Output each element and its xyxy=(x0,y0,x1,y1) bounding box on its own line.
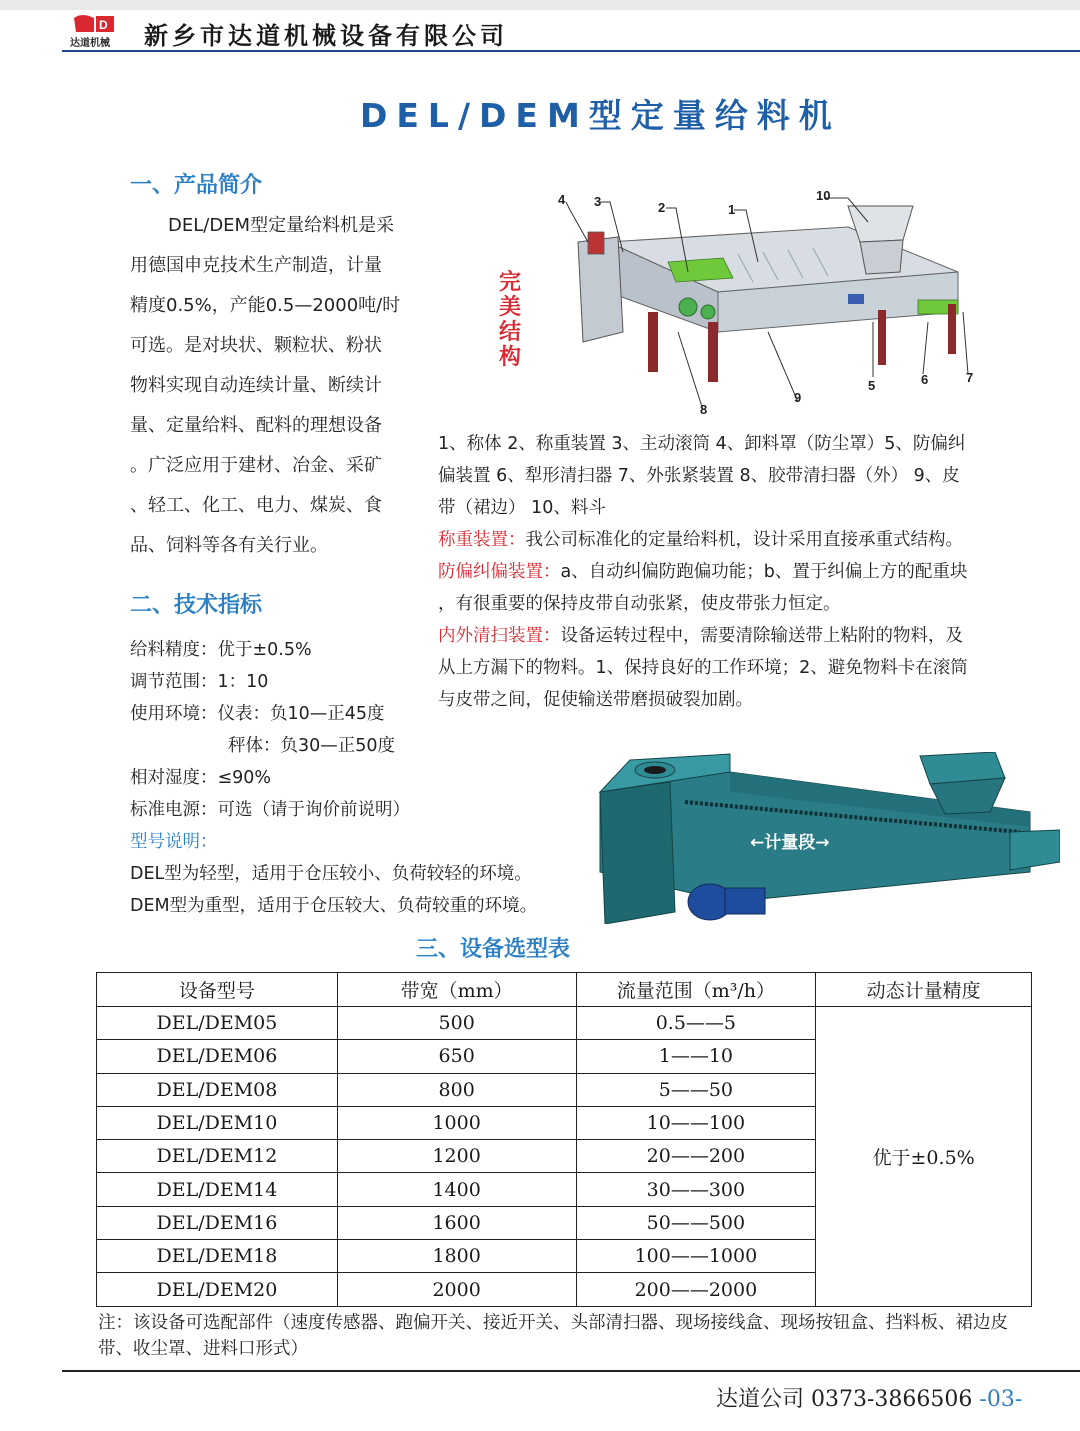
logo-text: 达道机械 xyxy=(70,38,110,49)
table-row: DEL/DEM10 1000 10——100 xyxy=(97,1106,1032,1139)
svg-text:6: 6 xyxy=(921,372,929,387)
structure-diagram xyxy=(548,182,1018,422)
column-header-accuracy: 动态计量精度 xyxy=(816,973,1032,1007)
svg-text:9: 9 xyxy=(794,390,802,405)
section-heading-intro: 一、产品简介 xyxy=(130,173,263,198)
column-header-model: 设备型号 xyxy=(97,973,338,1007)
table-row: DEL/DEM18 1800 100——1000 xyxy=(97,1240,1032,1273)
section-heading-selection: 三、设备选型表 xyxy=(416,937,571,962)
table-row: DEL/DEM08 800 5——50 xyxy=(97,1073,1032,1106)
tech-specs: 给料精度：优于±0.5% 调节范围：1：10 使用环境：仪表：负10—正45度 秤体：负30—正50度 相对湿度：≤90% 标准电源：可选（请于询价前说明） 型号说明： DEL型为轻型，适用于仓压较小、负荷较轻的环境。 DEM型为重型，适用于仓压较大、负荷较重的环境。 xyxy=(130,640,538,916)
feature-deviation: 防偏纠偏装置：a、自动纠偏防跑偏功能；b、置于纠偏上方的配重块 ，有很重要的保持皮带自动张紧，使皮带张力恒定。 xyxy=(438,562,968,614)
section-heading-specs: 二、技术指标 xyxy=(130,593,263,618)
page-number: -03- xyxy=(979,1387,1023,1412)
product-intro: DEL/DEM型定量给料机是采 用德国申克技术生产制造，计量 精度0.5%，产能0.5—2000吨/时 可选。是对块状、颗粒状、粉状 物料实现自动连续计量、断续计 量、定量给料、配料的理想设备 。广泛应用于建材、冶金、采矿 、轻工、化工、电力、煤炭、食 品、饲料等各有关行业。 xyxy=(130,215,401,556)
accuracy-cell: 优于±0.5% xyxy=(816,1007,1032,1307)
table-row: DEL/DEM16 1600 50——500 xyxy=(97,1206,1032,1239)
footer xyxy=(716,1382,1022,1413)
top-strip xyxy=(0,0,1080,10)
model-heading: 型号说明： xyxy=(130,832,218,852)
feature-cleaning: 内外清扫装置：设备运转过程中，需要清除输送带上粘附的物料，及 从上方漏下的物料。1、保持良好的工作环境；2、避免物料卡在滚筒 与皮带之间，促使输送带磨损破裂加剧。 xyxy=(438,626,968,710)
structure-side-label: 完 美 结 构 xyxy=(498,270,521,370)
svg-text:←计量段→: ←计量段→ xyxy=(750,833,830,853)
company-name: 新乡市达道机械设备有限公司 xyxy=(144,22,508,50)
feature-weighing: 称重装置：我公司标准化的定量给料机，设计采用直接承重式结构。 xyxy=(438,530,963,550)
svg-text:8: 8 xyxy=(700,402,708,417)
footer-divider xyxy=(62,1370,1080,1372)
footer-contact: 达道公司 0373-3866506 xyxy=(716,1387,973,1412)
svg-text:3: 3 xyxy=(594,194,602,209)
svg-text:10: 10 xyxy=(816,188,831,203)
svg-text:D: D xyxy=(99,18,108,32)
table-row: DEL/DEM06 650 1——10 xyxy=(97,1040,1032,1073)
svg-text:5: 5 xyxy=(868,378,876,393)
table-header-row xyxy=(97,973,1032,1007)
selection-table xyxy=(96,972,1032,1307)
company-logo-icon xyxy=(72,14,116,34)
page-title: DEL/DEM型定量给料机 xyxy=(360,96,841,135)
footnote: 注：该设备可选配部件（速度传感器、跑偏开关、接近开关、头部清扫器、现场接线盒、现场按钮盒、挡料板、裙边皮带、收尘罩、进料口形式） xyxy=(98,1313,1008,1359)
svg-text:7: 7 xyxy=(966,370,974,385)
table-row: DEL/DEM20 2000 200——2000 xyxy=(97,1273,1032,1306)
header-divider xyxy=(62,50,1080,52)
machine-photo xyxy=(590,752,1060,924)
column-header-flow-range: 流量范围（m³/h） xyxy=(576,973,816,1007)
table-row: DEL/DEM12 1200 20——200 xyxy=(97,1140,1032,1173)
svg-text:1: 1 xyxy=(728,202,736,217)
parts-legend: 1、称体 2、称重装置 3、主动滚筒 4、卸料罩（防尘罩）5、防偏纠 偏装置 6、犁形清扫器 7、外张紧装置 8、胶带清扫器（外） 9、皮 带（裙边） 10、料斗 xyxy=(438,434,966,518)
svg-text:2: 2 xyxy=(658,200,666,215)
table-row: DEL/DEM05 500 0.5——5 优于±0.5% xyxy=(97,1007,1032,1040)
column-header-belt-width: 带宽（mm） xyxy=(337,973,576,1007)
table-row: DEL/DEM14 1400 30——300 xyxy=(97,1173,1032,1206)
svg-text:4: 4 xyxy=(558,192,566,207)
